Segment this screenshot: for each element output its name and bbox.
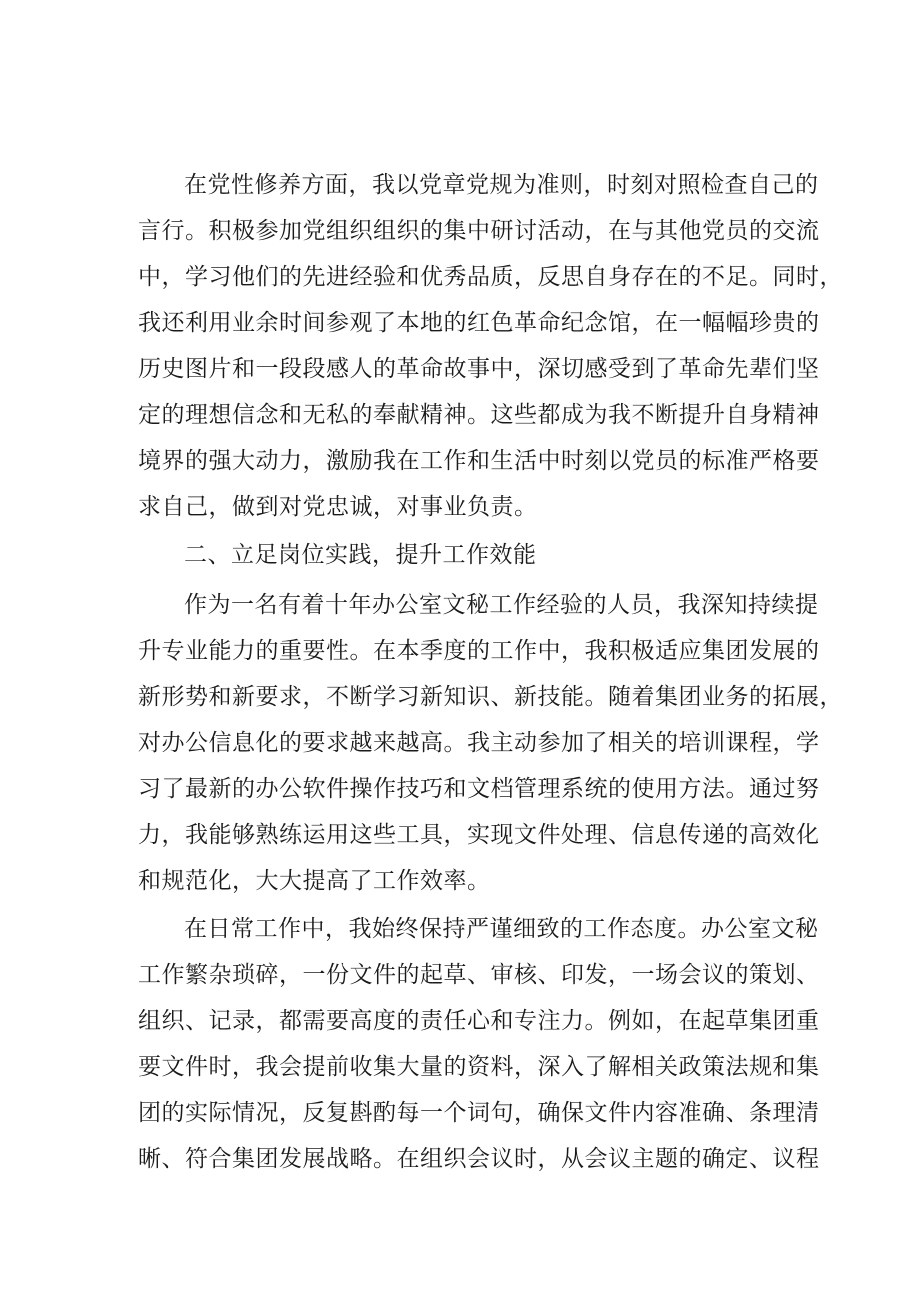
paragraph-2-line-1: 作为一名有着十年办公室文秘工作经验的人员，我深知持续提 — [184, 592, 819, 618]
paragraph-1-line-7: 境界的强大动力，激励我在工作和生活中时刻以党员的标准严格要 — [138, 448, 820, 474]
paragraph-2-line-4: 对办公信息化的要求越来越高。我主动参加了相关的培训课程，学 — [138, 730, 820, 756]
paragraph-3-line-1: 在日常工作中，我始终保持严谨细致的工作态度。办公室文秘 — [184, 916, 819, 942]
paragraph-1-line-8: 求自己，做到对党忠诚，对事业负责。 — [138, 494, 538, 520]
paragraph-3-line-2: 工作繁杂琐碎，一份文件的起草、审核、印发，一场会议的策划、 — [138, 962, 820, 988]
paragraph-2-line-7: 和规范化，大大提高了工作效率。 — [138, 868, 491, 894]
paragraph-3-line-3: 组织、记录，都需要高度的责任心和专注力。例如，在起草集团重 — [138, 1008, 820, 1034]
paragraph-2-line-6: 力，我能够熟练运用这些工具，实现文件处理、信息传递的高效化 — [138, 822, 820, 848]
paragraph-2-line-5: 习了最新的办公软件操作技巧和文档管理系统的使用方法。通过努 — [138, 776, 820, 802]
paragraph-1-line-5: 历史图片和一段段感人的革命故事中，深切感受到了革命先辈们坚 — [138, 356, 820, 382]
paragraph-1-line-6: 定的理想信念和无私的奉献精神。这些都成为我不断提升自身精神 — [138, 402, 820, 428]
paragraph-3-line-6: 晰、符合集团发展战略。在组织会议时，从会议主题的确定、议程 — [138, 1146, 820, 1172]
paragraph-1-line-3: 中，学习他们的先进经验和优秀品质，反思自身存在的不足。同时， — [138, 264, 843, 290]
paragraph-2-line-2: 升专业能力的重要性。在本季度的工作中，我积极适应集团发展的 — [138, 638, 820, 664]
paragraph-3-line-4: 要文件时，我会提前收集大量的资料，深入了解相关政策法规和集 — [138, 1054, 820, 1080]
paragraph-2-line-3: 新形势和新要求，不断学习新知识、新技能。随着集团业务的拓展， — [138, 684, 843, 710]
paragraph-1-line-2: 言行。积极参加党组织组织的集中研讨活动，在与其他党员的交流 — [138, 218, 820, 244]
section-heading: 二、立足岗位实践，提升工作效能 — [184, 542, 537, 568]
paragraph-1-line-4: 我还利用业余时间参观了本地的红色革命纪念馆，在一幅幅珍贵的 — [138, 310, 820, 336]
paragraph-3-line-5: 团的实际情况，反复斟酌每一个词句，确保文件内容准确、条理清 — [138, 1100, 820, 1126]
paragraph-1-line-1: 在党性修养方面，我以党章党规为准则，时刻对照检查自己的 — [184, 172, 819, 198]
